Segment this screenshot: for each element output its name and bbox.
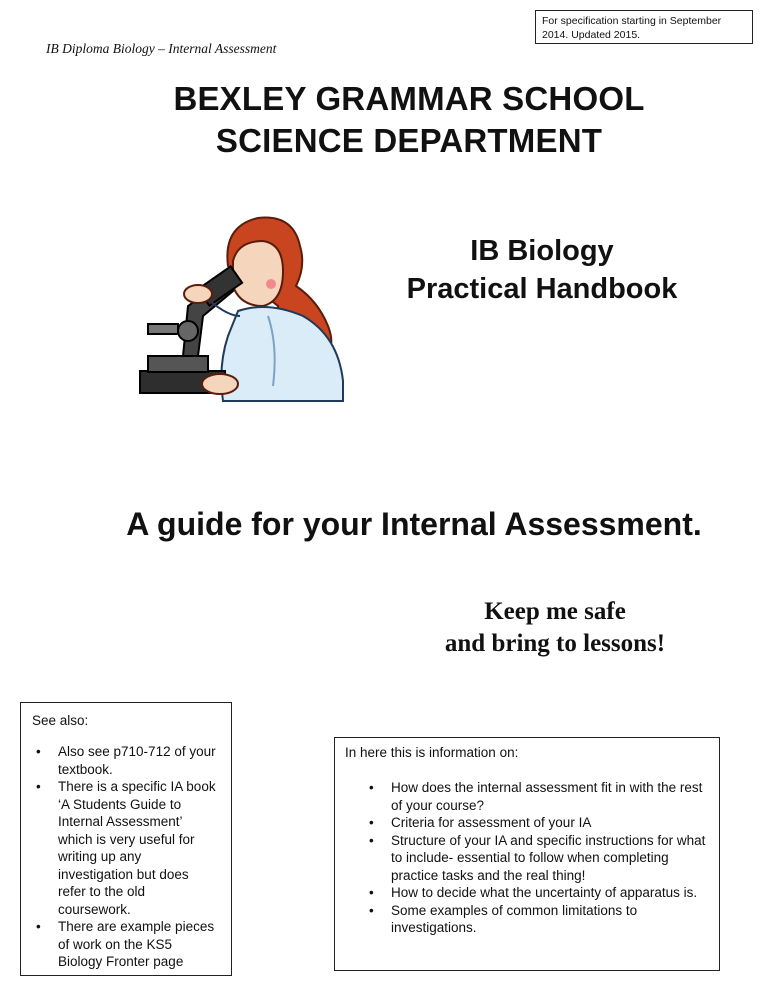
list-item: • There is a specific IA book ‘A Students Guide to Internal Assessment’ which is very useful for writing up any investigation but does refer to the old coursework. <box>58 778 218 918</box>
contents-title: In here this is information on: <box>345 745 519 760</box>
handbook-subject: IB Biology <box>470 235 614 267</box>
contents-box <box>334 737 720 971</box>
see-also-box <box>20 702 232 976</box>
spec-note-text: For specification starting in September 2014. Updated 2015. <box>542 15 722 41</box>
reminder-text <box>420 596 690 660</box>
department-name: SCIENCE DEPARTMENT <box>215 122 603 159</box>
contents-list <box>335 779 711 937</box>
handbook-title <box>392 232 692 308</box>
reminder-line-2: and bring to lessons! <box>444 630 666 657</box>
see-also-list <box>21 743 218 971</box>
list-item: • How does the internal assessment fit in with the rest of your course? <box>391 779 711 814</box>
handbook-type: Practical Handbook <box>406 273 678 305</box>
school-title <box>0 78 768 162</box>
guide-heading <box>0 506 768 543</box>
list-item: • There are example pieces of work on the KS5 Biology Fronter page <box>58 918 218 971</box>
list-item: • Structure of your IA and specific instructions for what to include- essential to follow when completing practice tasks and the real thing! <box>391 832 711 885</box>
school-name: BEXLEY GRAMMAR SCHOOL <box>173 80 645 117</box>
list-item: • Some examples of common limitations to investigations. <box>391 902 711 937</box>
guide-title: A guide for your Internal Assessment. <box>126 506 702 542</box>
list-item: • Criteria for assessment of your IA <box>391 814 711 832</box>
list-item: • Also see p710-712 of your textbook. <box>58 743 218 778</box>
see-also-title: See also: <box>32 713 89 728</box>
running-header: IB Diploma Biology – Internal Assessment <box>46 41 277 56</box>
reminder-line-1: Keep me safe <box>484 598 626 625</box>
spec-note-box <box>535 10 753 44</box>
list-item: • How to decide what the uncertainty of apparatus is. <box>391 884 711 902</box>
scientist-microscope-icon <box>128 206 358 406</box>
